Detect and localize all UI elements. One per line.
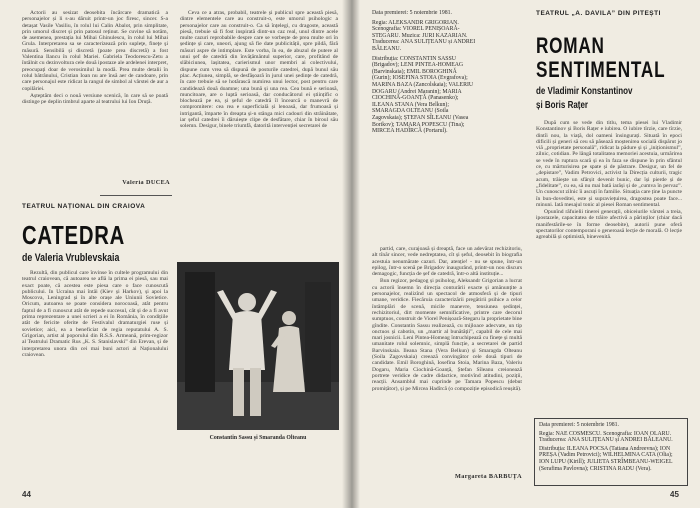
left-col1-top-text xyxy=(22,10,168,178)
divider xyxy=(100,195,172,196)
premiere-date: Data premierei: 5 noiembrie 1981. xyxy=(539,422,620,428)
article-byline-line2: și Boris Rațer xyxy=(536,100,589,111)
cast-list: Distribuția: CONSTANTIN SASSU (Brigadov); LENI PINTEA-HOMEAG (Barvinskaia); EMIL BOROGHINĂ (Gurin); IOSEFINA STOIA (Evgrafova); MARINA BAZA (Zancolskaia); VALERIU DOGARU (Andrei Maranin); MARIA CIOCHINĂ-GOANȚĂ (Panasenko); ILEANA STANA (Vera Belkun); SMARAGDA OLTEANU (Soila Zagovskaia); ȘTEFAN SÎLEANU (Vasea Borikov); TAMARA POPESCU (Tina); MIRCEA HADÎRCĂ (Portarul). xyxy=(372,55,474,135)
right-page xyxy=(350,0,700,508)
paragraph: După cum se vede din titlu, tema piesei lui Vladimir Konstantinov și Boris Rațer e iubirea. O iubire tîrzie, care tîrzie, dintîi nou, la viață, dol oameni însingurați. Situată în epoci dificili și generi să ceu să păsează moștenirea socială dispărut jo viă „proprietate personală”, ridicat la pădure și și „iniționismul”, zilnic, cotidian. Pe lângă totalitatea memoriei acestuia, urmărirea se vede în ruptura scară și ea în faza se dispune în prin sfântul ce, cu mărturisirea pe spate și de păstrare. Desigur, un fel de „depistare”, Vadim Petrovici, activist la Direcția culturii, tragic acum, trăiește un sfârșit devenit bunic, dar își pierde și de „fidelitate”, cu ea, să nu mai bată iarăși și de „cumva în pervaz”. Un cunoscut zilnic îi ascuți în familie. Situația care ține la puncte în bun-doveditei, este și supraviețuirea, dragostea poate face... minuni. Iată mesajul tonic al piesei Roman sentimental. xyxy=(536,120,682,208)
right-col2-text xyxy=(536,120,682,416)
left-col2-text xyxy=(180,10,338,258)
paragraph: Așteptăm deci o nouă versiune scenică, în care să se poată distinge pe deplin timbrul aparte al teatrului lui Ion Druță. xyxy=(22,92,168,106)
premiere-date: Data premierei: 5 noiembrie 1981. xyxy=(372,10,453,16)
paragraph: Actorii au sesizat deosebita încărcare dramatică a personajelor și li s-au dăruit printr-un joc firesc, sincer. S-a detașat Vasile Vasiliu, în rolul lui Calin Abalot, prin simplitate, prin umorul discret și prin patosul reținut. Se cuvine să notăm, de asemenea, prestația lui Mihai Ghinulescu, în rolul lui Mihai Grula. Interpretarea sa se caracterizează prin supleţe, fineţe şi măsură. Sensibilă și discretă (poate prea discretă) a fost Valentina Ilancu în rolul Mariei. Gabriela Teodorescu-Zetu a întâlnit cu dezinvoltura cele două ipostaze ale ardelenei interpret, preocupați doar de verosimilul la modă. Prea multe detalii în rolul bătrânului, Cristian Ioan nu are însă aer de candoare, prin care personajul este ridicat la rangul de simbol al vârstei de aur a copilăriei. xyxy=(22,10,168,92)
review-signature: Valeria DUCEA xyxy=(122,180,170,186)
section-heading: TEATRUL „A. DAVILA” DIN PITEȘTI xyxy=(536,10,661,17)
cast-list: Distribuția: ILEANA POCSA (Tatiana Andreevna); ION PREȘA (Vadim Petrovici); WILHELMINA CATA (Olia); ION LUPU (Kirill); JULIETA STRÎMBEANU-WEIGEL (Serafima Pavlovna); CRISTINA RADU (Vera). xyxy=(539,445,673,472)
stage-photo xyxy=(177,262,339,430)
paragraph: Bun regizor, pedagog și psiholog, Aleksandr Grigorian a lucrat cu actorii însemn în direcția conturării exacte și amănunțite a personajelor, realizînd un spectacol de atmosferă și de tipuri umane, veridice. Fiecăruia caracterizării pregătirii psihice a celor întâmplări de scenă, micile manevre, tensiunea ședinței, rechizitoriul, dirt momente semnificative, printre care decorul sumptuos, construit de Viorel Penișoară-Stegaru la proprietate bine gîndite. Constantin Sassu realizează, cu mijloace adecvate, un tip onctuos și cabotin, un „martir al bunătății”, capabil de cele mai mari josnicii. Leni Pintea-Homeag întruchipează cu finețe și multă umanitate rolul solemnic, simplă funcție, a secretarei de partid Barvinskaia. Ileana Stana (Vera Belkun) și Smaragda Olteanu (Soila Zagovskaia) creează convingător cele două tipuri de candidate. Emil Boroghină, Iosefina Stoia, Marina Baza, Valeriu Dogaru, Maria Ciochină-Goanță, Ștefan Sîleanu creionează portrete veridice de cadre didactice, motivînd atitudini, poziții, reacții. Ansamblul mai cuprinde pe Tamara Popescu (debut promițător), și pe Mircea Hadîrcă (o compoziție episodică reușită). xyxy=(372,278,522,392)
book-gutter xyxy=(342,0,360,508)
review-signature: Margareta BĂRBUȚĂ xyxy=(454,474,522,480)
article-title-line2: SENTIMENTAL xyxy=(536,57,666,82)
article-title: CATEDRA xyxy=(22,220,126,250)
paragraph: Rezultă, din publicul care învinse în cultele programului din teatrul craiovean, că autoarea se află la prima ei piesă, sau mai exact poate, că acestea este piesa care o face cunoscută publicului. In Ucraina mai întâi (Kiev și Harkov), și apoi la Moscova, Leningrad și în alte orașe ale Uniunii Sovietice. Oricum, autoarea se poate considera norocoasă, atât pentru faptul de a fi cunoscut atât de repede succesul, cât și de a fi avut prima reprezentare a unei scrieri a ei în România, în condițiile atât de fericite oferite de Festivalul dramaturgiei ruse și sovietice; aici, ea a beneficiat de regia reputatului A. S. Grigorian, artist al poporului din R.S.S. Armeană, prim-regizor al Teatrului Dramatic Rus „K. S. Stanislavski” din Erevan, și de interpretarea unora din cei mai buni actori ai Naționalului craiovean. xyxy=(22,270,168,358)
paragraph: partid, care, curajoasă și dreaptă, face un adevărat rechizitoriu, alt tînăr sincer, vede nedreptatea, cît și șeful, deosebit în biografia acestuia nenumărate cazuri. Dar, atenție! - nu se spune, într-un epilog, într-o scenă pe Brigadov inaugurând, printr-un nou discurs demagogic, funcția de șef de catedră, într-o altă instituție... xyxy=(372,246,522,278)
article-byline-line1: de Vladimir Konstantinov xyxy=(536,86,633,97)
stage-photo-image xyxy=(177,262,339,430)
right-col1-bottom-text xyxy=(372,246,522,472)
production-credits: Regia: NAE COSMESCU. Scenografia: IOAN OLARU. Traducerea: ANA SULIȚEANU și ANDREI BĂLEANU. xyxy=(539,430,673,444)
section-heading: TEATRUL NAȚIONAL DIN CRAIOVA xyxy=(22,203,146,210)
credits-box xyxy=(534,418,688,486)
paragraph: Ceva ce a atras, probabil, teatrele și publicul spre această piesă, dintre elementele care au construit-o, este umorul psihologic a personajelor care au construit-o. Ca să înțelegi, cu dragoste, această piesă, trebuie să fi fost inspirată dintr-un caz real, unul dintre acele multe cazuri reprobabile despre care se vorbește de prea multe ori în ședințe și care, uneori, ajung să fie date publicității, spre pildă, fără măsuri aspre de intimplare. Este vorba, în ea, de abuzul de putere al unui șef de catedră din învățământul superior, care, profitând de slăbiciunea, lașitatea, carierismul unor membri ai colectivului, dispune cum vrea să dispună de posturile catedrei, după bunul său plac. Acțiunea, simplă, se desfășoară în jurul unei ședințe de catedră, în care trebuie să se hotărască numirea unui lector, post pentru care candidează două doamne; una bună și una rea. Cea bună e serioasă, muncitoare, are o luptă serioasă, dar conducătorul ei științific o blochează pe ea, și șeful de catedră îl încearcă o manevră de compromitere: cea rea e superficială și lenoasă, dar frumoasă și intrigantă, împarte în dreapta și-n stânga mici cadouri din străinătate, iar șeful catedrei îi dăruiește clipe de desfătare, chiar în biroul său solemn. Desigur, binele triumfă, datorită intervenției secretarei de xyxy=(180,10,338,130)
page-number-right: 45 xyxy=(670,490,679,499)
production-credits: Regia: ALEKSANDR GRIGORIAN. Scenografia: VIOREL PENIȘOARĂ-STEGARU. Muzica: JURI KAZARIAN. Traducerea: ANA SULIȚEANU și ANDREI BĂLEANU. xyxy=(372,19,476,52)
paragraph: Opunînd răfuielii tinerei generații, obiceiurile vârstei a treia, ipostazele, capacitatea de trăire afectivă a părinților (chiar dacă manifestările-se în forme deosebite), autorii pune oferă spectatorilor contemporani o generoasă lecție de morală. O lecție agreabilă și optimistă, binevenită. xyxy=(536,209,682,241)
article-title-line1: ROMAN xyxy=(536,33,605,58)
page-number-left: 44 xyxy=(22,490,31,499)
article-byline: de Valeria Vrublevskaia xyxy=(22,252,120,264)
credits-catedra xyxy=(372,10,476,242)
photo-caption: Constantin Sassu și Smaranda Olteanu xyxy=(209,435,307,441)
left-col1-bottom-text xyxy=(22,270,168,470)
